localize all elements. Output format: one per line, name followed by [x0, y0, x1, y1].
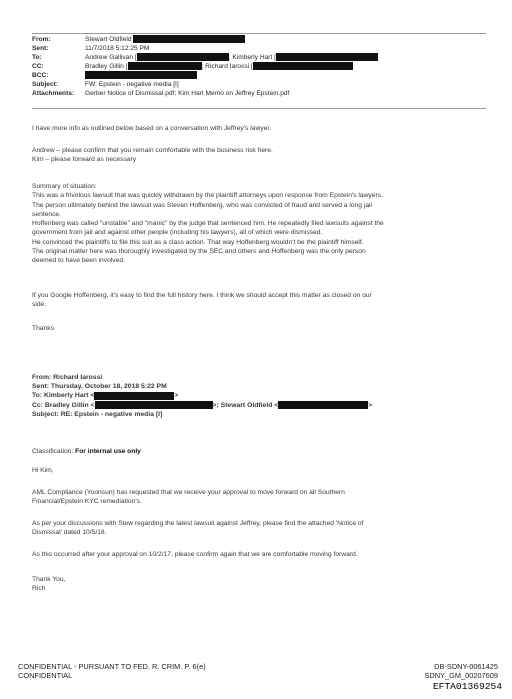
paragraph-2 [32, 519, 484, 538]
paragraph-1 [32, 488, 484, 507]
kim-line: Kim – please forward as necessary [32, 156, 137, 164]
classification-label: Classification: [32, 448, 74, 455]
redaction-box [276, 53, 378, 61]
redaction-box [278, 401, 368, 409]
p3-line: As this occurred after your approval on 10/2/17, please confirm again that we are comfortable moving forward. [32, 551, 358, 558]
redaction-box [133, 35, 245, 43]
classification-line [32, 447, 484, 456]
signature: Rich [32, 585, 46, 593]
p2-line: Dismissal' dated 10/5/18. [32, 529, 107, 537]
sent-line: Sent: Thursday, October 18, 2018 5:22 PM [32, 383, 167, 391]
summary-title: Summary of situation: [32, 183, 97, 190]
summary-line: The original matter here was thoroughly investigated by the SEC and others and Hoffenberg was the only person [32, 248, 366, 256]
to-value-b: ; Kimberly Hart [ [228, 54, 276, 61]
p2-line: As per your discussions with Stew regarding the latest lawsuit against Jeffrey, please find the attached 'Notice of [32, 520, 364, 527]
classification-value: For internal use only [75, 448, 141, 455]
redaction-box [128, 62, 202, 70]
bates-number: EFTA01369254 [432, 681, 502, 692]
greeting-text: Hi Kim, [32, 467, 54, 474]
subject-label: Subject: [32, 81, 59, 88]
sent-label: Sent: [32, 45, 49, 52]
greeting [32, 466, 484, 475]
to-value-a: Andrew Gallivan [ [85, 54, 137, 61]
redaction-box [253, 62, 353, 70]
google-line: If you Google Hoffenberg, it's easy to find the full history here. I think we should accept this matter as closed on our [32, 292, 372, 299]
summary [32, 182, 484, 266]
attachments-label: Attachments: [32, 90, 75, 97]
closing: Thank You, [32, 576, 66, 583]
summary-line: Hoffenberg was called "unstable" and "manic" by the judge that sentenced him. He repeatedly filed lawsuits against the [32, 220, 384, 228]
email-body-1 [32, 124, 484, 133]
redaction-box [137, 53, 229, 61]
andrew-line: Andrew – please confirm that you remain comfortable with the business risk here. [32, 147, 273, 154]
subject-value: FW: Epstein - negative media [I] [85, 81, 179, 88]
bcc-label: BCC: [32, 72, 49, 79]
summary-line: This was a frivolous lawsuit that was quickly withdrawn by the plaintiff attorneys upon response from Epstein's lawyers. [32, 192, 383, 200]
redaction-box [95, 401, 213, 409]
header-bottom-rule [32, 108, 486, 109]
thanks-line [32, 324, 484, 333]
summary-line: The person ultimately behind the lawsuit was Steven Hoffenberg, who was convicted of fraud and served a long jail [32, 201, 373, 209]
attachments-value: Gerber Notice of Dismissal.pdf; Kim Hart Memo on Jeffrey Epstein.pdf [85, 90, 290, 97]
summary-line: government from jail and against other people (including his lawyers), all of which were dismissed. [32, 229, 323, 237]
cc-line-a: Cc: Bradley Gillin < [32, 401, 95, 409]
sign-off [32, 575, 484, 594]
google-line: side. [32, 301, 47, 309]
cc-value-b: ; Richard Iarossi [ [201, 63, 253, 70]
footer-left [18, 662, 206, 680]
cc-value-a: Bradley Gillin [ [85, 63, 128, 70]
intro-line: I have more info as outlined below based on a conversation with Jeffrey's lawyer. [32, 125, 272, 132]
footer-right [424, 662, 498, 680]
p1-line: AML Compliance (Yoonsun) has requested that we receive your approval to move forward on all Southern [32, 489, 345, 496]
header-top-rule [32, 33, 486, 34]
paragraph-3 [32, 550, 484, 559]
sent-value: 11/7/2018 5:12:25 PM [85, 45, 150, 52]
sdny-id: SDNY_GM_00207609 [424, 671, 498, 680]
email-header-1 [32, 35, 486, 107]
instructions [32, 146, 484, 165]
summary-line: sentence. [32, 210, 61, 218]
from-line: From: Richard Iarossi [32, 374, 103, 381]
redaction-box [85, 71, 197, 79]
confidential: CONFIDENTIAL [18, 671, 73, 680]
google-paragraph [32, 291, 484, 310]
from-value: Stewart Oldfield [85, 36, 132, 43]
to-line-b: > [174, 392, 179, 400]
to-label: To: [32, 54, 42, 61]
cc-label: CC: [32, 63, 44, 70]
cc-line-c: > [368, 401, 373, 409]
confidential-pursuant: CONFIDENTIAL - PURSUANT TO FED. R. CRIM. P. 6(e) [18, 662, 206, 671]
summary-line: deemed to have been involved. [32, 257, 125, 265]
to-line-a: To: Kimberly Hart < [32, 392, 95, 400]
email-header-2 [32, 373, 484, 419]
cc-line-b: >; Stewart Oldfield < [212, 401, 279, 409]
p1-line: Financial/Epstein KYC remediation's. [32, 498, 142, 506]
from-label: From: [32, 36, 51, 43]
doc-id: DB-SDNY-0061425 [434, 662, 498, 671]
thanks-text: Thanks [32, 325, 54, 332]
subject-line: Subject: RE: Epstein - negative media [I] [32, 410, 163, 418]
summary-line: He convinced the plaintiffs to file this suit as a class action. That way Hoffenberg wouldn't be the plaintiff himself. [32, 238, 364, 246]
redaction-box [94, 392, 174, 400]
